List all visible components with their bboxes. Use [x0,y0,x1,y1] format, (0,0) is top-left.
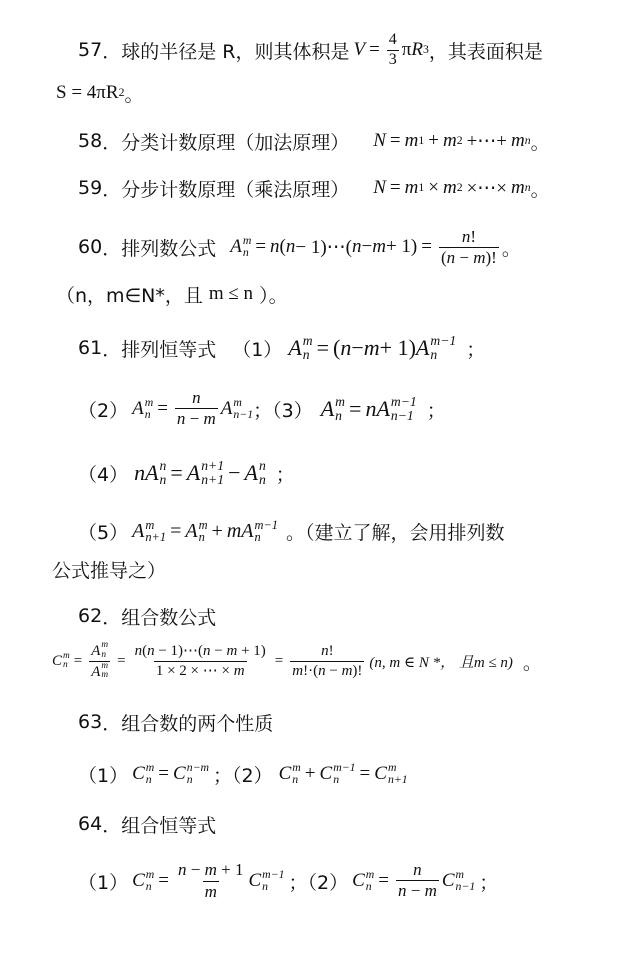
formula-61-5: （5） A m n+1 = A m n + mA m−1 n 。（建立了解，会用排列数 [78,517,505,544]
heading-63: 63 ． 组合数的两个性质 [78,706,640,738]
formula-61-2: （2） A m n = $\frac{n}{n - m}$ A m n−1 ；（3） A m n = nA m−1 n−1 ； [78,388,446,428]
part-label: （4） [78,463,129,486]
item-number: 58 [78,130,103,152]
part-label: （1） [232,338,283,361]
part-label: （1） [78,871,129,894]
formula-62: C m n = A m n A m m = $\frac{n(n - 1)\cdots(n - m + 1)}{1 \times 2 \times \cdots \times m}$ = $\frac{n!}{m!\cdot(n - m)!}$ (n, m ∈ N *， 且m ≤ n) 。 [52,640,542,680]
item-end: 。 [530,131,550,154]
item-number: 59 [78,177,103,199]
separator: ； [275,463,295,486]
formula-59: 59 ． 分步计数原理（乘法原理） N = m 1 × m 2 ×⋯× m n 。 [78,171,640,205]
formula-64: （1） C m n = $\frac{n - m + 1}{m}$ C m−1 n ；（2） C m n = $\frac{n}{n - m}$ C m n−1 ； [78,860,499,901]
item-number: 60 [78,236,103,258]
formula-57: 57 ． 球的半径是 R，则其体积是 V = $\frac{4}{3}$ π R 3 ，其表面积是 [78,31,543,68]
item-end: 。 [522,651,542,674]
cond-prefix: （ [56,284,76,307]
condition: (n, m ∈ N *， 且m ≤ n) [369,654,513,671]
part-label: （1） [78,764,129,787]
cond-tail: ）。 [259,284,288,307]
item-title: 排列数公式 [121,237,217,260]
note: 。（建立了解，会用排列数 [286,521,505,544]
formula-58: 58 ． 分类计数原理（加法原理） N = m 1 + m 2 +⋯+ m n 。 [78,124,640,158]
separator: ；（3） [253,399,313,422]
formula-61-1: 61 ． 排列恒等式 （1） A m n = ( n − m + 1) A m−1 n ； [78,333,486,362]
item-text: ，其表面积是 [428,40,543,63]
formula-61-4: （4） nA n n = A n+1 n+1 − A n n ； [78,458,295,487]
formula-57-surface: S = 4πR 2 。 [56,78,640,108]
item-number: 63 [78,711,103,733]
formula-63: （1） C m n = C n−m n ；（2） C m n + C m−1 n = C m n+1 [78,761,408,787]
part-label: （2） [78,399,129,422]
formula-60: 60 ． 排列数公式 A m n = n ( n − 1)⋯( n − m + 1) = $\frac{n!}{(n - m)!}$ 。 [78,226,521,267]
note-continued: 公式推导之） [52,559,167,582]
item-number: 64 [78,813,103,835]
item-end: 。 [124,83,144,106]
cond-vars: n，m∈N*，且 [75,284,203,307]
separator: ； [479,871,499,894]
item-title: 排列恒等式 [121,338,217,361]
separator: ； [426,399,446,422]
item-end: 。 [530,178,550,201]
item-number: 62 [78,605,103,627]
item-number: 61 [78,337,103,359]
item-number: 57 [78,39,103,61]
formula-61-note [52,554,640,584]
item-title: 分类计数原理（加法原理） [121,131,350,154]
heading-62: 62 ． 组合数公式 [78,600,640,632]
heading-64: 64 ． 组合恒等式 [78,808,640,840]
separator: ；（2） [213,764,273,787]
item-title: 组合数的两个性质 [121,712,274,735]
part-label: （5） [78,521,129,544]
item-end: 。 [501,237,521,260]
item-title: 球的半径是 R，则其体积是 [121,40,350,63]
item-title: 组合恒等式 [121,814,217,837]
separator: ； [466,338,486,361]
item-title: 分步计数原理（乘法原理） [121,178,350,201]
item-title: 组合数公式 [121,606,217,629]
formula-60-condition: （ n，m∈N*，且 m ≤ n ）。 [56,278,640,310]
separator: ；（2） [288,871,349,894]
